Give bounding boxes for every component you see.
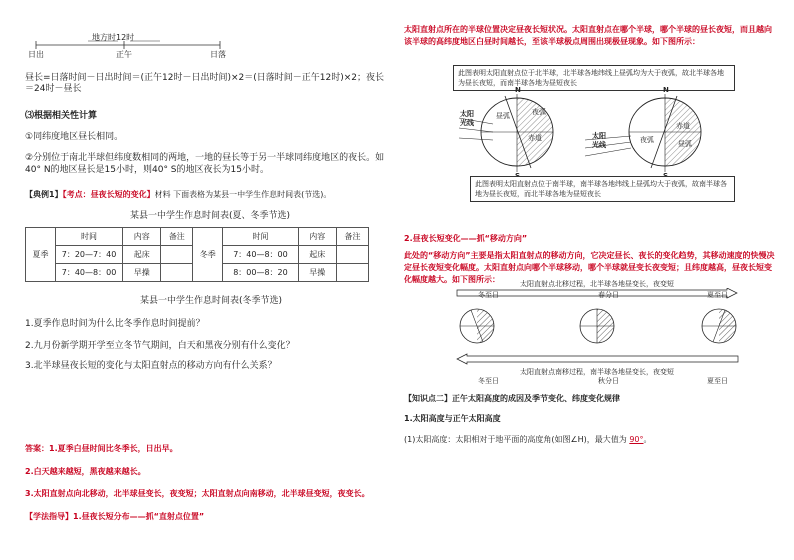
table-cell	[161, 264, 193, 282]
header-time-2: 时间	[223, 228, 298, 246]
label-sunlight-right: 太阳光线	[592, 132, 606, 149]
label-day-arc-left: 昼弧	[496, 112, 510, 120]
label-night-arc-left: 夜弧	[532, 108, 546, 116]
season-top-spring: 春分日	[598, 291, 619, 299]
season-bottom-winter: 冬至日	[478, 377, 499, 385]
label-equator-left: 赤道	[528, 134, 542, 142]
timeline-sunrise: 日出	[28, 50, 44, 59]
definition-end: 。	[643, 435, 652, 444]
table-cell: 早操	[298, 264, 336, 282]
globe-summer	[702, 309, 736, 343]
right-intro: 太阳直射点所在的半球位置决定昼夜长短状况。太阳直射点在哪个半球，哪个半球的昼长夜短，而且越向该半球的高纬度地区白昼时间越长，至该半球极点周围出现极昼现象。如下图所示：	[404, 25, 772, 46]
example-1	[25, 190, 331, 200]
caption-box-bottom: 此图表明太阳直射点位于南半球，南半球各地纬线上昼弧均大于夜弧，故南半球各地为昼长夜短，而北半球各地为昼短夜长	[470, 176, 735, 202]
header-remark-2: 备注	[336, 228, 368, 246]
season-bottom-autumn: 秋分日	[598, 377, 619, 385]
question-1: 1.夏季作息时间为什么比冬季作息时间提前？	[25, 319, 205, 329]
table-cell: 7：40—8：00	[55, 264, 122, 282]
globe-winter	[460, 309, 494, 343]
header-content-2: 内容	[298, 228, 336, 246]
label-day-arc-right: 昼弧	[678, 140, 692, 148]
answer-1: 答案：1.夏季白昼时间比冬季长，日出早。	[25, 444, 178, 453]
season-bottom-summer: 夏至日	[707, 377, 728, 385]
caption-box-top: 此图表明太阳直射点位于北半球，北半球各地纬线上昼弧均为大于夜弧，故北半球各地为昼长夜短，而南半球各地为昼短夜长	[453, 65, 735, 91]
question-3: 3.北半球昼夜长短的变化与太阳直射点的移动方向有什么关系？	[25, 361, 277, 371]
label-sunlight-left: 太阳光线	[460, 110, 474, 127]
table-subtitle: 某县一中学生作息时间表(冬季节选)	[140, 296, 283, 306]
rule-1: ①同纬度地区昼长相同。	[25, 132, 124, 142]
table-cell: 7：40—8：00	[223, 246, 298, 264]
heading-2-text: 此处的“移动方向”主要是指太阳直射点的移动方向，它决定昼长、夜长的变化趋势，其移动速度的快慢决定昼长夜短变化幅度。太阳直射点向哪个半球移动，哪个半球就昼变长夜变短；且纬度越高，昼夜长短变化幅度越大。如下图所示：	[404, 251, 775, 284]
definition-text: (1)太阳高度：太阳相对于地平面的高度角(如图∠H)，最大值为	[404, 435, 630, 444]
table-cell: 早操	[123, 264, 161, 282]
answer-2: 2.白天越来越短，黑夜越来越长。	[25, 467, 146, 476]
globe-equinox	[580, 309, 614, 343]
label-equator-right: 赤道	[676, 122, 690, 130]
definition-value: 90°	[629, 435, 644, 444]
knowledge-point-2-sub: 1.太阳高度与正午太阳高度	[404, 414, 501, 423]
winter-cell: 冬季	[193, 228, 223, 282]
example-tag: 【典例1】	[25, 190, 63, 199]
table-cell	[161, 246, 193, 264]
table-cell: 起床	[123, 246, 161, 264]
summer-cell: 夏季	[26, 228, 56, 282]
question-2: 2.九月份新学期开学至立冬节气期间，白天和黑夜分别有什么变化？	[25, 341, 295, 351]
knowledge-point-2: 【知识点二】正午太阳高度的成因及季节变化、纬度变化规律	[404, 394, 620, 403]
example-point: 【考点：昼夜长短的变化】	[62, 190, 155, 199]
day-length-formula: 昼长=日落时间－日出时间＝(正午12时－日出时间)×2＝(日落时间－正午12时)×2；夜长＝24时－昼长	[25, 73, 385, 94]
header-remark: 备注	[161, 228, 193, 246]
season-top-winter: 冬至日	[478, 291, 499, 299]
heading-2: 2.昼夜长短变化——抓“移动方向”	[404, 234, 528, 243]
section-3-heading: ⑶根据相关性计算	[25, 111, 98, 121]
header-content: 内容	[123, 228, 161, 246]
label-night-arc-right: 夜弧	[640, 136, 654, 144]
rule-2: ②分别位于南北半球但纬度数相同的两地，一地的昼长等于另一半球同纬度地区的夜长。如40° N的地区昼长是15小时，则40° S的地区夜长为15小时。	[25, 153, 385, 175]
label-n-left: N	[515, 86, 521, 94]
timeline-sunset: 日落	[210, 50, 226, 59]
study-guide: 【学法指导】1.昼夜长短分布——抓“直射点位置”	[25, 512, 205, 521]
arrow-top-label: 太阳直射点北移过程，北半球各地昼变长，夜变短	[520, 280, 674, 288]
example-text: 材料 下面表格为某县一中学生作息时间表(节选)。	[154, 190, 332, 199]
answer-3: 3.太阳直射点向北移动，北半球昼变长，夜变短；太阳直射点向南移动，北半球昼变短，夜变长。	[25, 489, 370, 498]
globe-left	[459, 94, 553, 172]
table-cell: 起床	[298, 246, 336, 264]
arrow-bottom-label: 太阳直射点南移过程，南半球各地昼变长，夜变短	[520, 368, 674, 376]
table-cell: 8：00—8：20	[223, 264, 298, 282]
schedule-table	[25, 227, 369, 282]
solar-altitude-definition	[404, 435, 652, 445]
table-header-row	[26, 228, 369, 246]
header-time: 时间	[55, 228, 122, 246]
table-title: 某县一中学生作息时间表(夏、冬季节选)	[130, 211, 291, 221]
seasons-diagram	[455, 288, 740, 368]
timeline-noon-label: 地方时12时	[92, 33, 135, 42]
table-cell	[336, 246, 368, 264]
season-top-summer: 夏至日	[707, 291, 728, 299]
label-n-right: N	[663, 86, 669, 94]
timeline-noon: 正午	[116, 50, 132, 59]
table-cell	[336, 264, 368, 282]
table-cell: 7：20—7：40	[55, 246, 122, 264]
